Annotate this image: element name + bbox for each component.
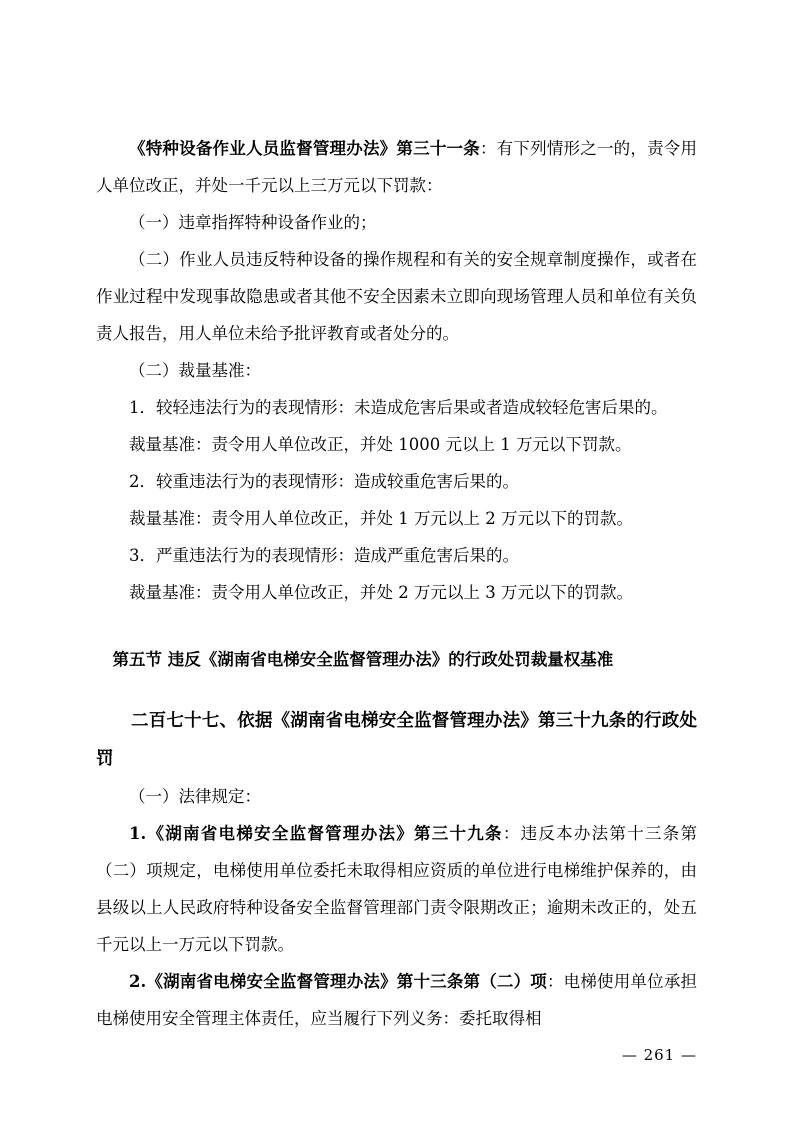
paragraph-b3	[96, 241, 697, 352]
emphasis-text: 第五节 违反《湖南省电梯安全监督管理办法》的行政处罚裁量权基准	[112, 650, 614, 669]
body-text: 裁量基准：责令用人单位改正，并处 1 万元以上 2 万元以下的罚款。	[129, 509, 633, 528]
body-text: （二）裁量基准：	[129, 361, 261, 380]
paragraph-b6	[96, 426, 697, 463]
paragraph-b11	[96, 641, 697, 678]
paragraph-b7	[96, 463, 697, 500]
paragraph-b13	[96, 778, 697, 815]
paragraph-b15	[96, 963, 697, 1037]
document-body	[96, 130, 697, 1037]
paragraph-b1	[96, 130, 697, 204]
body-text: ：有下列情形之一的，责令用人单位改正，并处一千元以上三万元以下罚款：	[96, 139, 698, 195]
body-text: 1．较轻违法行为的表现情形：未造成危害后果或者造成较轻危害后果的。	[129, 398, 668, 417]
emphasis-text: 二百七十七、依据《湖南省电梯安全监督管理办法》第三十九条的行政处罚	[96, 711, 697, 769]
paragraph-b5	[96, 389, 697, 426]
paragraph-b9	[96, 537, 697, 574]
body-text: （二）作业人员违反特种设备的操作规程和有关的安全规章制度操作，或者在作业过程中发现事故隐患或者其他不安全因素未立即向现场管理人员和单位有关负责人报告，用人单位未给予批评教育或者处分的。	[96, 250, 697, 343]
paragraph-b4	[96, 352, 697, 389]
emphasis-text: 《特种设备作业人员监督管理办法》第三十一条	[129, 139, 480, 158]
emphasis-text: 1.《湖南省电梯安全监督管理办法》第三十九条	[129, 824, 503, 843]
paragraph-b8	[96, 500, 697, 537]
paragraph-b2	[96, 204, 697, 241]
paragraph-b10	[96, 574, 697, 611]
paragraph-b12	[96, 702, 697, 778]
body-text: 3．严重违法行为的表现情形：造成严重危害后果的。	[129, 546, 519, 565]
page-number: — 261 —	[621, 1046, 697, 1064]
emphasis-text: 2.《湖南省电梯安全监督管理办法》第十三条第（二）项	[129, 972, 547, 991]
paragraph-b14	[96, 815, 697, 963]
body-text: （一）违章指挥特种设备作业的；	[129, 213, 377, 232]
body-text: 裁量基准：责令用人单位改正，并处 2 万元以上 3 万元以下的罚款。	[129, 583, 633, 602]
body-text: ：违反本办法第十三条第（二）项规定，电梯使用单位委托未取得相应资质的单位进行电梯维护保养的，由县级以上人民政府特种设备安全监督管理部门责令限期改正；逾期未改正的，处五千元以上一万元以下罚款。	[96, 824, 697, 954]
body-text: 裁量基准：责令用人单位改正，并处 1000 元以上 1 万元以下罚款。	[129, 435, 632, 454]
body-text: （一）法律规定：	[129, 787, 261, 806]
body-text: 2．较重违法行为的表现情形：造成较重危害后果的。	[129, 472, 519, 491]
body-text: ：电梯使用单位承担电梯使用安全管理主体责任，应当履行下列义务：委托取得相	[96, 972, 698, 1028]
